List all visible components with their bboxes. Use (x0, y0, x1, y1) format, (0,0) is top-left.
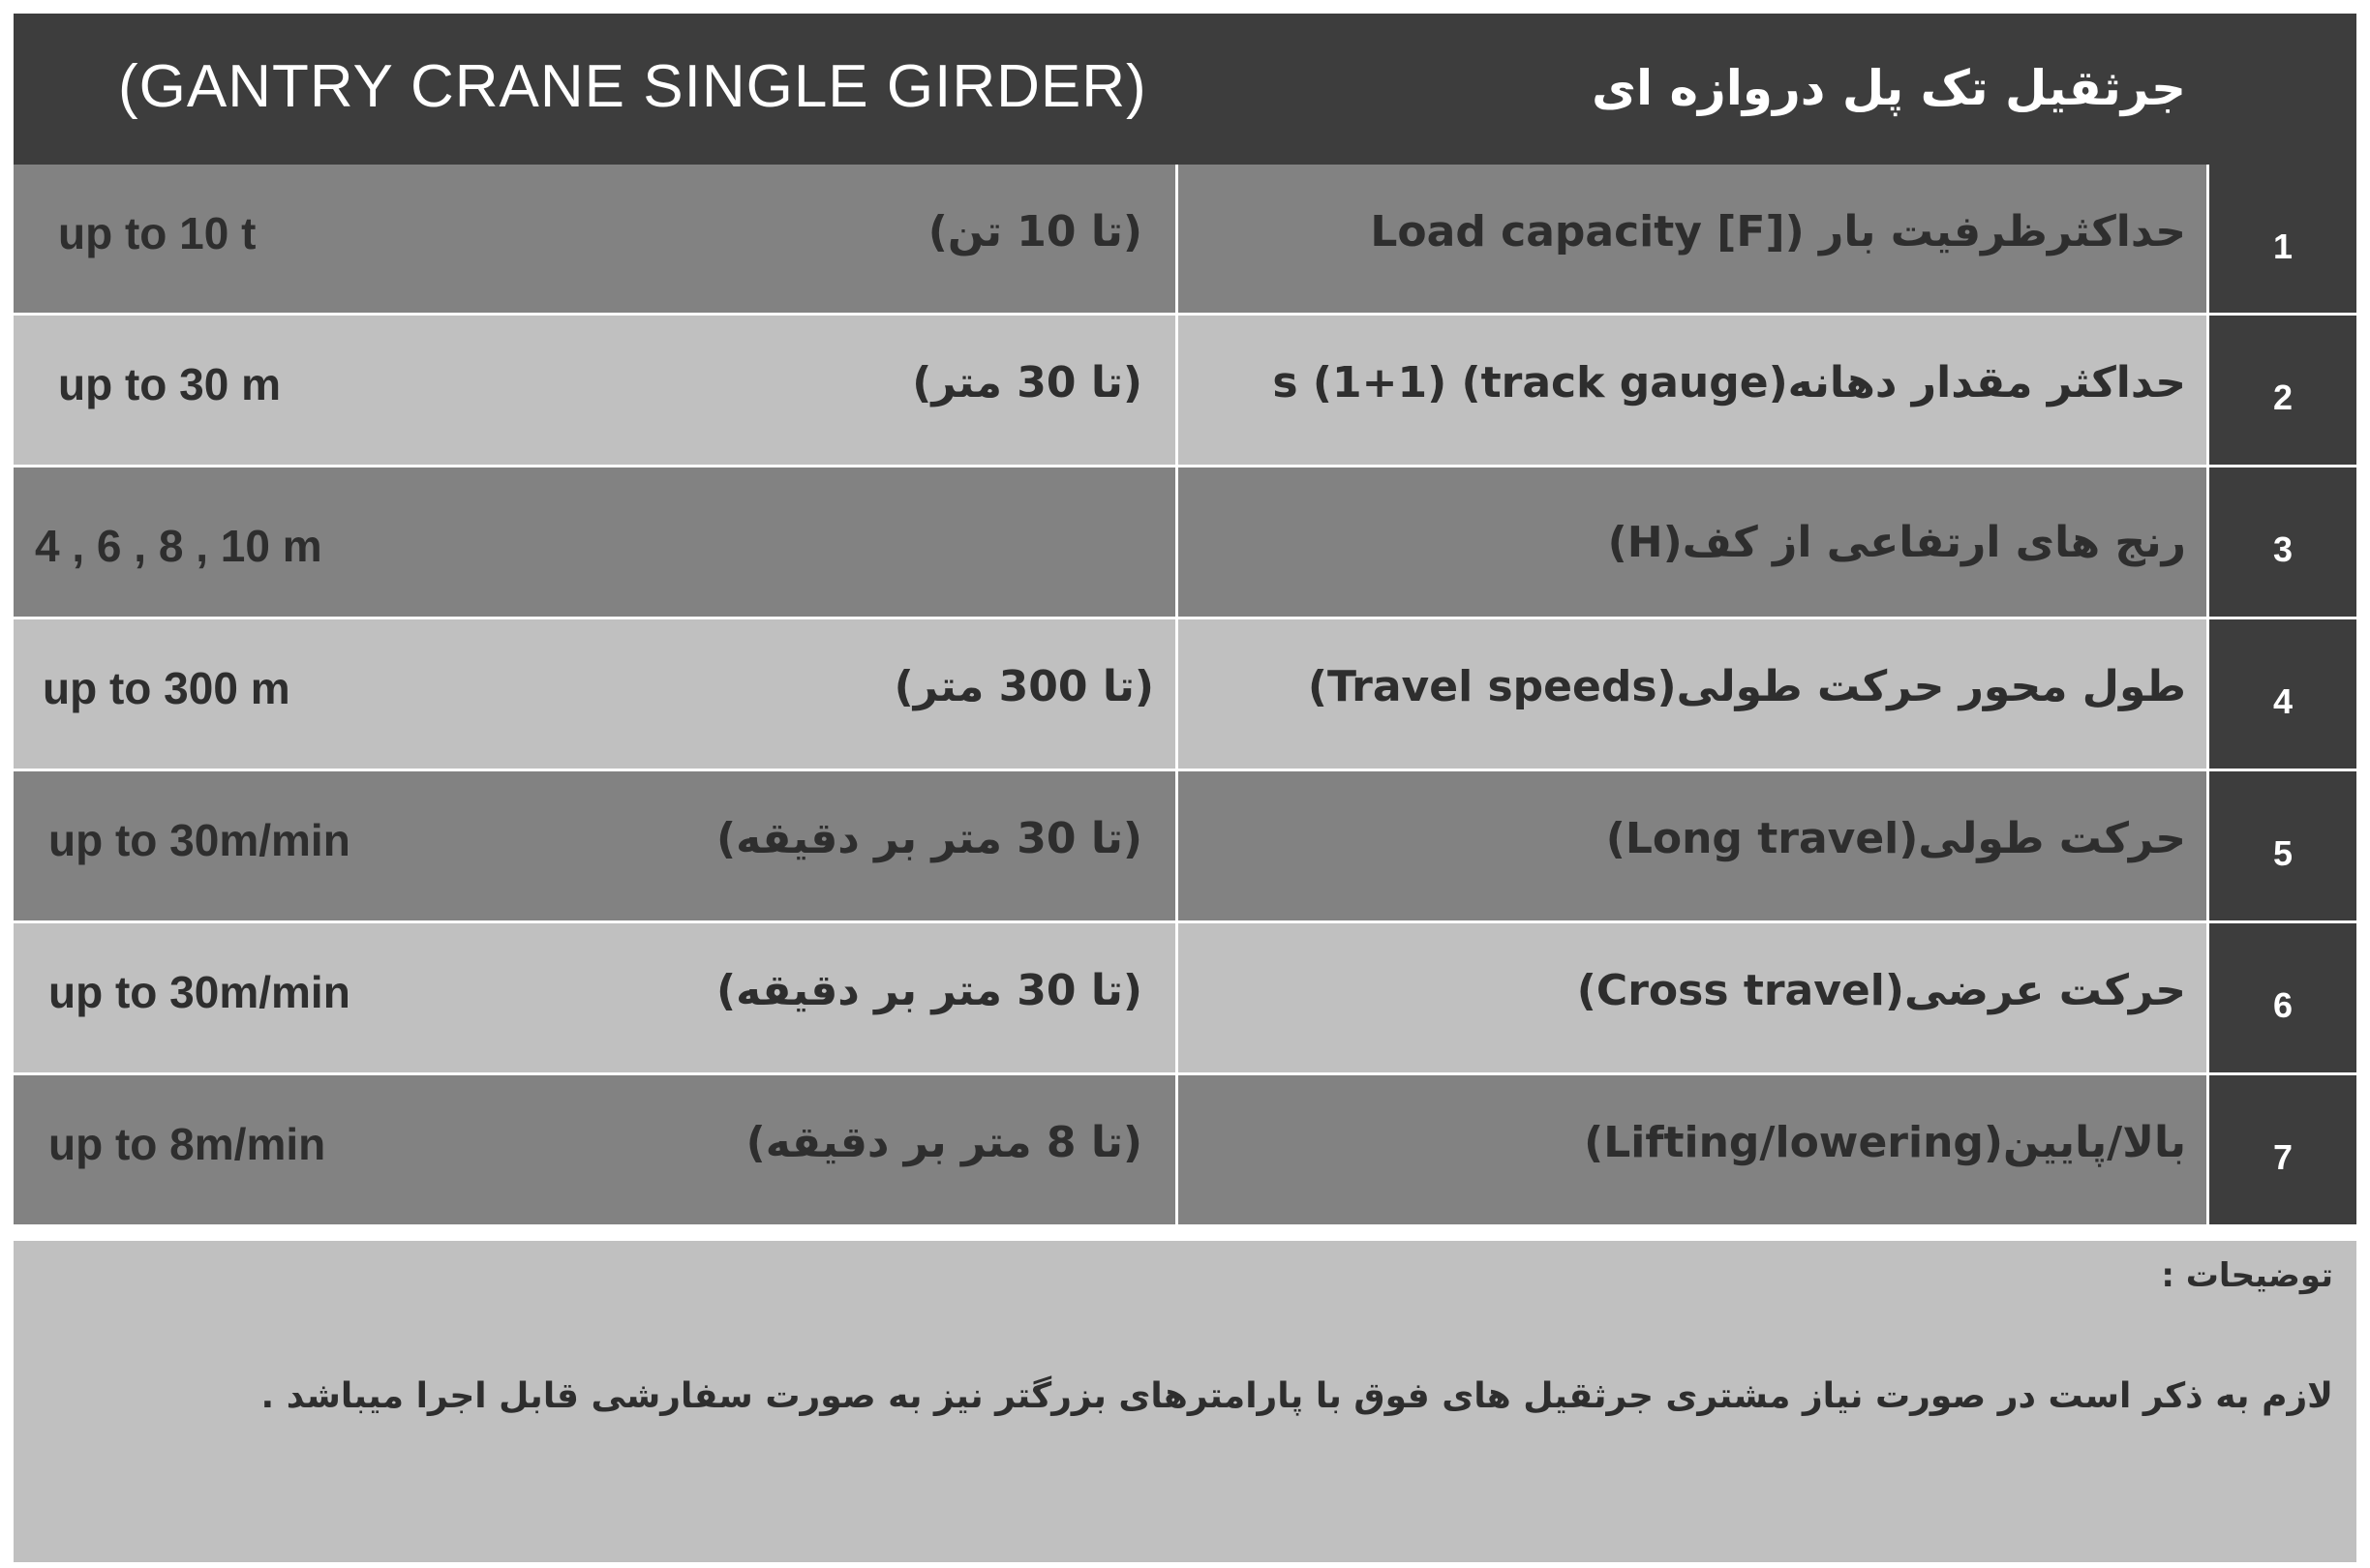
column-divider (1175, 923, 1178, 1072)
row-number: 4 (2272, 681, 2294, 721)
column-divider (1175, 1075, 1178, 1224)
value-persian: (تا 300 متر) (894, 662, 1154, 711)
row-number: 1 (2272, 226, 2294, 266)
row-number: 7 (2272, 1137, 2294, 1177)
notes-section (14, 1241, 2356, 1562)
value-persian: (تا 30 متر) (912, 358, 1142, 407)
title-english: (GANTRY CRANE SINGLE GIRDER) (118, 53, 1147, 120)
row-number-cell (2209, 1075, 2356, 1224)
value-english: 4 , 6 , 8 , 10 m (35, 521, 322, 571)
parameter-label: حداکثر مقدار دهانه(track gauge) (1+1) s (1272, 358, 2186, 407)
column-divider (1175, 165, 1178, 314)
notes-body: لازم به ذکر است در صورت نیاز مشتری جرثقیل های فوق با پارامترهای بزرگتر نیز به صورت سفارشی قابل اجرا میباشد . (260, 1376, 2333, 1416)
row-number-cell (2209, 316, 2356, 465)
table-row (14, 467, 2356, 617)
table-row (14, 923, 2356, 1072)
title-persian: جرثقیل تک پل دروازه ای (1592, 60, 2186, 116)
row-number-cell (2209, 619, 2356, 769)
table-row (14, 165, 2356, 314)
value-persian: (تا 10 تن) (927, 207, 1142, 256)
value-persian: (تا 30 متر بر دقیقه) (716, 814, 1142, 863)
parameter-label: طول محور حرکت طولی(Travel speeds) (1307, 662, 2186, 711)
row-number-cell (2209, 923, 2356, 1072)
parameter-label: حرکت طولی(Long travel) (1605, 814, 2186, 863)
parameter-label: رنج های ارتفاعی از کف(H) (1607, 518, 2186, 567)
table-header (14, 14, 2356, 165)
table-row (14, 619, 2356, 769)
table-row (14, 771, 2356, 920)
row-number: 3 (2272, 529, 2294, 569)
parameter-label: حرکت عرضی(Cross travel) (1576, 966, 2186, 1015)
row-number-cell (2209, 467, 2356, 617)
row-number-cell (2209, 771, 2356, 920)
parameter-label: بالا/پایین(Lifting/lowering) (1584, 1118, 2186, 1167)
value-english: up to 30m/min (48, 967, 350, 1017)
row-divider (14, 1224, 2356, 1227)
value-persian: (تا 8 متر بر دقیقه) (745, 1118, 1142, 1167)
value-english: up to 300 m (43, 663, 290, 713)
table-row (14, 1075, 2356, 1224)
row-number: 6 (2272, 985, 2294, 1025)
value-persian: (تا 30 متر بر دقیقه) (716, 966, 1142, 1015)
column-divider (1175, 316, 1178, 465)
column-divider (1175, 619, 1178, 769)
value-english: up to 30m/min (48, 815, 350, 865)
row-number: 5 (2272, 833, 2294, 873)
row-number-cell (2209, 165, 2356, 314)
notes-title: توضیحات : (2161, 1256, 2333, 1295)
row-number: 2 (2272, 377, 2294, 417)
value-english: up to 8m/min (48, 1119, 326, 1169)
column-divider (1175, 467, 1178, 617)
parameter-label: حداکثرظرفیت بار (Load capacity [F] (1370, 207, 2186, 256)
spec-sheet (14, 14, 2356, 1562)
value-english: up to 30 m (58, 359, 282, 409)
column-divider (1175, 771, 1178, 920)
table-row (14, 316, 2356, 465)
value-english: up to 10 t (58, 208, 257, 258)
